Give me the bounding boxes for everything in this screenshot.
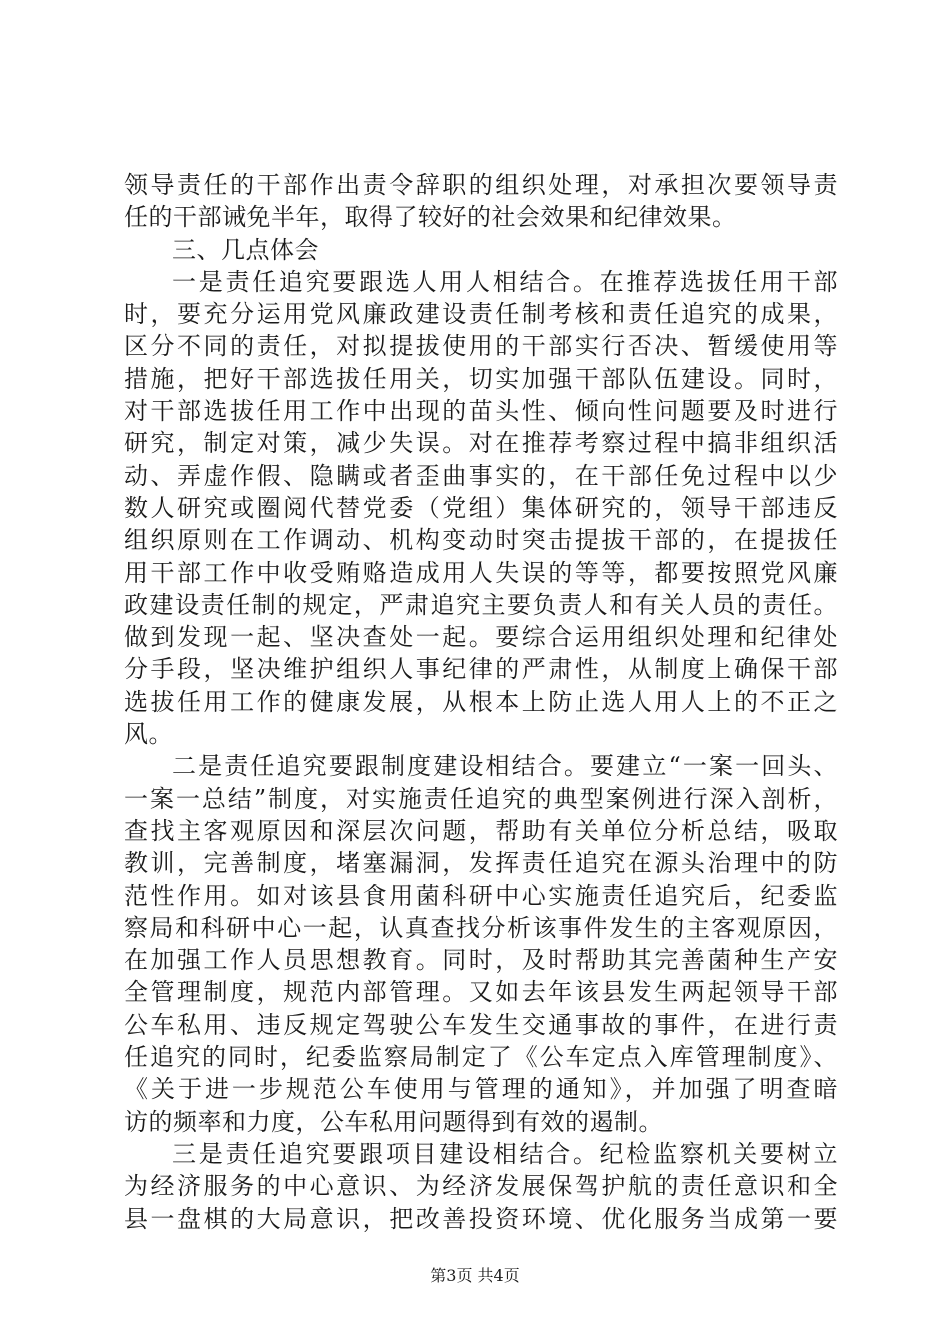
text-line: 数人研究或圈阅代替党委（党组）集体研究的，领导干部违反 bbox=[124, 493, 838, 522]
text-line: 《关于进一步规范公车使用与管理的通知》，并加强了明查暗 bbox=[124, 1075, 838, 1104]
text-line: 组织原则在工作调动、机构变动时突击提拔干部的，在提拔任 bbox=[124, 526, 838, 555]
text-line: 时，要充分运用党风廉政建设责任制考核和责任追究的成果， bbox=[124, 300, 838, 329]
text-line: 风。 bbox=[124, 720, 173, 749]
text-line: 做到发现一起、坚决查处一起。要综合运用组织处理和纪律处 bbox=[124, 623, 838, 652]
text-line: 公车私用、违反规定驾驶公车发生交通事故的事件，在进行责 bbox=[124, 1010, 838, 1039]
text-line: 任的干部诫免半年，取得了较好的社会效果和纪律效果。 bbox=[124, 203, 737, 232]
text-line: 对干部选拔任用工作中出现的苗头性、倾向性问题要及时进行 bbox=[124, 397, 838, 426]
text-line: 在加强工作人员思想教育。同时，及时帮助其完善菌种生产安 bbox=[124, 946, 838, 975]
text-line: 任追究的同时，纪委监察局制定了《公车定点入库管理制度》、 bbox=[124, 1043, 838, 1072]
text-line: 一案一总结”制度，对实施责任追究的典型案例进行深入剖析， bbox=[124, 784, 838, 813]
text-line: 用干部工作中收受贿赂造成用人失误的等等，都要按照党风廉 bbox=[124, 558, 838, 587]
text-line: 措施，把好干部选拔任用关，切实加强干部队伍建设。同时， bbox=[124, 364, 838, 393]
page-footer: 第3页 共4页 bbox=[430, 1266, 520, 1285]
text-line: 范性作用。如对该县食用菌科研中心实施责任追究后，纪委监 bbox=[124, 881, 838, 910]
text-line: 三、几点体会 bbox=[172, 235, 319, 264]
text-line: 教训，完善制度，堵塞漏洞，发挥责任追究在源头治理中的防 bbox=[124, 849, 838, 878]
text-line: 为经济服务的中心意识、为经济发展保驾护航的责任意识和全 bbox=[124, 1172, 838, 1201]
text-line: 政建设责任制的规定，严肃追究主要负责人和有关人员的责任。 bbox=[124, 590, 838, 619]
text-line: 全管理制度，规范内部管理。又如去年该县发生两起领导干部 bbox=[124, 978, 838, 1007]
text-line: 查找主客观原因和深层次问题，帮助有关单位分析总结，吸取 bbox=[124, 816, 838, 845]
text-line: 选拔任用工作的健康发展，从根本上防止选人用人上的不正之 bbox=[124, 687, 838, 716]
text-line: 三是责任追究要跟项目建设相结合。纪检监察机关要树立 bbox=[172, 1139, 838, 1168]
text-line: 县一盘棋的大局意识，把改善投资环境、优化服务当成第一要 bbox=[124, 1204, 838, 1233]
text-line: 访的频率和力度，公车私用问题得到有效的遏制。 bbox=[124, 1107, 663, 1136]
text-line: 分手段，坚决维护组织人事纪律的严肃性，从制度上确保干部 bbox=[124, 655, 838, 684]
text-line: 一是责任追究要跟选人用人相结合。在推荐选拔任用干部 bbox=[172, 267, 838, 296]
text-line: 研究，制定对策，减少失误。对在推荐考察过程中搞非组织活 bbox=[124, 429, 838, 458]
text-line: 察局和科研中心一起，认真查找分析该事件发生的主客观原因， bbox=[124, 913, 838, 942]
text-line: 二是责任追究要跟制度建设相结合。要建立“一案一回头、 bbox=[172, 752, 838, 781]
document-body bbox=[124, 169, 838, 1235]
text-line: 动、弄虚作假、隐瞒或者歪曲事实的，在干部任免过程中以少 bbox=[124, 461, 838, 490]
text-line: 区分不同的责任，对拟提拔使用的干部实行否决、暂缓使用等 bbox=[124, 332, 838, 361]
text-line: 领导责任的干部作出责令辞职的组织处理，对承担次要领导责 bbox=[124, 171, 838, 199]
